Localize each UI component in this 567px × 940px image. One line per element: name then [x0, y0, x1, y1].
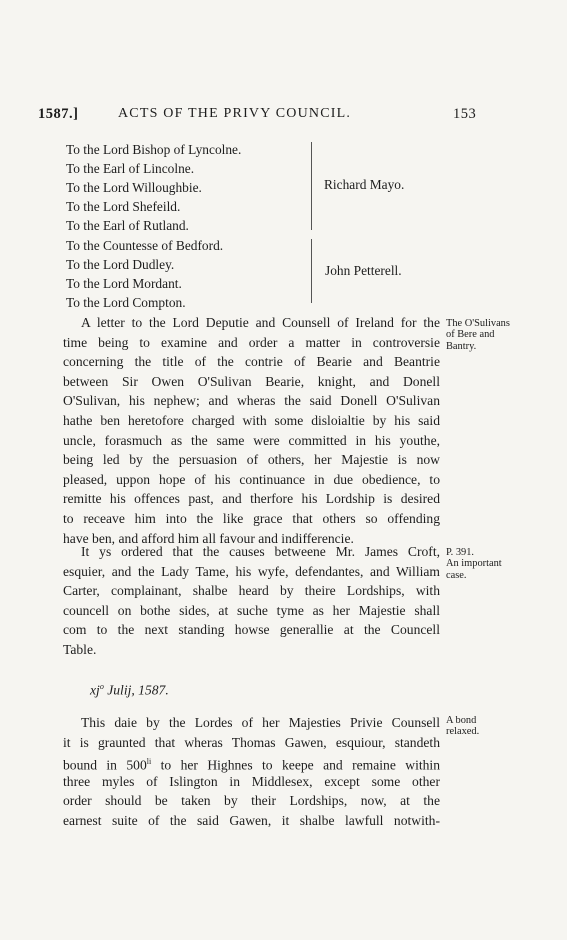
margin-note-line: A bond [446, 715, 477, 726]
text-line: have ben, and afford him all favour and indifferencie. [63, 530, 354, 546]
recipient-list-1 [66, 140, 241, 235]
recipient: To the Countesse of Bedford. [66, 238, 224, 253]
text-line: It ys ordered that the causes betweene Mr. James Croft, [81, 544, 440, 559]
text-line: uncle, forasmuch as the same were committed in his youthe, [63, 432, 440, 448]
brace-2 [306, 239, 312, 303]
bearer-2: John Petterell. [325, 263, 402, 278]
text-line: order should be taken by their Lordships, now, at the [63, 793, 440, 809]
margin-note-line: of Bere and [446, 329, 495, 341]
margin-note-bond-relaxed [446, 715, 479, 738]
bond-text: to her Highnes to keepe and remaine within [151, 757, 441, 773]
margin-note-line: An important [446, 558, 502, 570]
text-line: concerning the title of the contrie of Bearie and Beantrie [63, 354, 440, 370]
text-line: This daie by the Lordes of her Majesties Privie Counsell [81, 715, 440, 730]
recipient: To the Lord Compton. [66, 295, 186, 311]
margin-note-line: relaxed. [446, 726, 480, 738]
text-line: hathe ben heretofore charged with some disloialtie by his said [63, 412, 440, 428]
text-line: esquier, and the Lady Tame, his wyfe, defendantes, and William [63, 563, 440, 579]
margin-note-osulivans [446, 318, 510, 352]
entry-gawen-bond [63, 713, 440, 831]
entry-croft-case [63, 542, 440, 660]
text-line: Carter, complainant, shalbe heard by theire Lordships, with [63, 583, 440, 599]
margin-note-line: P. 391. [446, 547, 475, 558]
margin-note-line: The O'Sulivans [446, 318, 510, 329]
brace-1 [306, 142, 312, 230]
recipient: To the Lord Shefeild. [66, 199, 181, 215]
margin-note-important-case [446, 547, 502, 581]
text-line: O'Sulivan, his nephew; and wheras the said Donell O'Sulivan [63, 393, 440, 409]
recipient: To the Lord Dudley. [66, 257, 175, 273]
margin-note-line: Bantry. [446, 340, 477, 352]
text-line: remitte his offences past, and therfore his Lordship is desired [63, 491, 440, 507]
bond-sup: li [146, 757, 152, 767]
text-line: time being to examine and order a matter in controversie [63, 334, 440, 350]
date-ordinal: xj [90, 682, 100, 698]
text-line: Table. [63, 641, 97, 657]
text-line: A letter to the Lord Deputie and Counsell of Ireland for the [81, 315, 440, 330]
recipient: To the Earl of Lincolne. [66, 161, 195, 177]
text-line: pleased, uppon hope of his continuance in due obedience, to [63, 471, 440, 487]
recipient: To the Lord Bishop of Lyncolne. [66, 142, 242, 157]
text-line: being led by the persuasion of others, her Majestie is now [63, 452, 440, 468]
bond-text: bound in 500 [63, 757, 147, 773]
text-line: between Sir Owen O'Sulivan Bearie, knight, and Donell [63, 373, 440, 389]
running-head-year: 1587.] [38, 106, 79, 122]
text-line: councell on bothe sides, at suche tyme as her Majestie shall [63, 602, 440, 618]
recipient-list-2 [66, 236, 223, 312]
running-head-title: ACTS OF THE PRIVY COUNCIL. [118, 106, 352, 121]
page-number: 153 [453, 106, 477, 122]
date-heading [90, 682, 169, 699]
date-rest: Julij, 1587. [103, 682, 169, 698]
text-line: it is graunted that wheras Thomas Gawen, esquiour, standeth [63, 734, 440, 750]
recipient: To the Lord Willoughbie. [66, 180, 202, 196]
date-sup: o [99, 682, 104, 691]
bearer-1: Richard Mayo. [324, 177, 405, 192]
running-head [38, 106, 498, 126]
text-line: com to the next standing howse generallie at the Councell [63, 622, 440, 638]
text-line: three myles of Islington in Middlesex, except some other [63, 773, 440, 789]
text-line: to receave him into the like grace that others so offending [63, 510, 440, 526]
recipient: To the Earl of Rutland. [66, 218, 189, 234]
recipient: To the Lord Mordant. [66, 276, 182, 292]
margin-note-line: case. [446, 569, 467, 581]
entry-osulivan [63, 313, 440, 548]
text-line: earnest suite of the said Gawen, it shalbe lawfull notwith- [63, 812, 440, 828]
text-line-bond [63, 752, 440, 772]
